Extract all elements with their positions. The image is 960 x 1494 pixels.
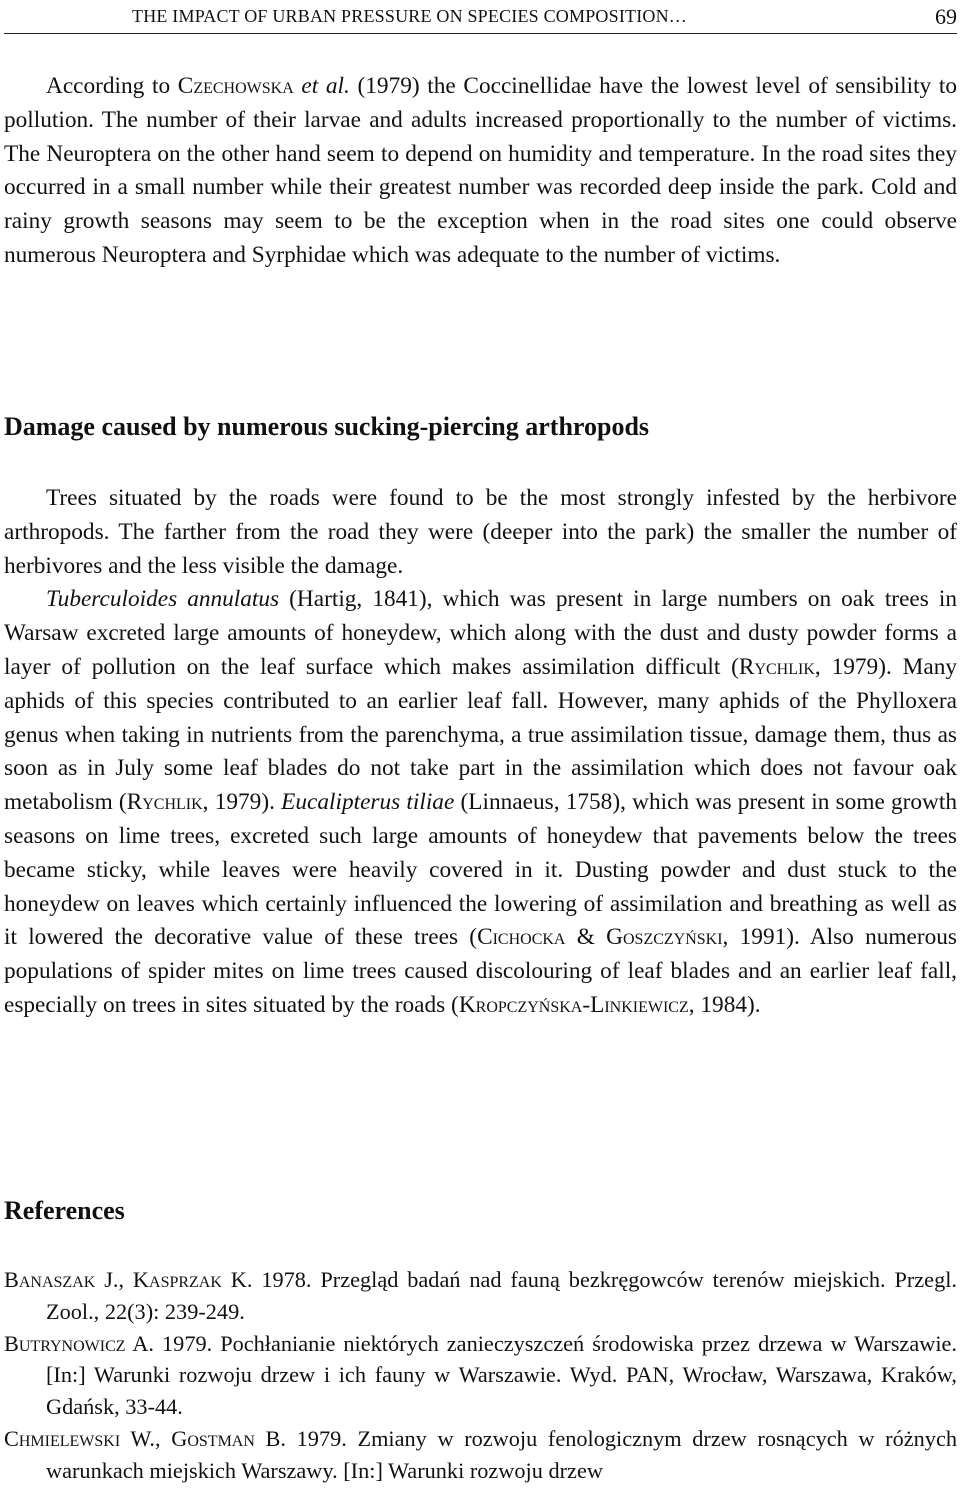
reference-author: Banaszak (4, 1267, 96, 1292)
text-run: 1984). (694, 991, 761, 1018)
author-citation: Rychlik, (126, 789, 209, 816)
species-name: Tuberculoides annulatus (46, 586, 280, 613)
reference-entry (4, 1423, 957, 1487)
text-run: & (565, 924, 607, 951)
author-citation: Czechowska (177, 73, 294, 99)
text-run: W., (120, 1425, 172, 1451)
paragraph-aphids (4, 583, 957, 1022)
reference-details: K. 1978. Przegląd badań nad fauną bezkręgowców terenów miejskich. Przegl. Zool., 22(3): 239-249. (46, 1267, 957, 1324)
reference-author: Kasprzak (132, 1267, 222, 1292)
species-name: Eucalipterus tiliae (281, 789, 455, 816)
paragraph-damage (4, 482, 957, 1023)
text-run: 1979). (208, 789, 282, 816)
text-run: (Linnaeus, 1758), which was present in some growth seasons on lime trees, excreted such large amounts of honeydew that pavements below the trees became sticky, while leaves were heavily covered in it. Dusting powder and dust stuck to the honeydew on leaves which certainly influenced the lowering of assimilation and breathing as well as it lowered the decorative value of these trees ( (4, 789, 958, 951)
reference-author: Gostman (171, 1425, 255, 1451)
header-rule (4, 33, 957, 34)
author-citation: Cichocka (477, 924, 566, 951)
reference-details: A. 1979. Pochłanianie niektórych zanieczyszczeń środowiska przez drzewa w Warszawie. [In:] Warunki rozwoju drzew i ich fauny w Warszawie. Wyd. PAN, Wrocław, Warszawa, Kraków, Gdańsk, 33-44. (46, 1330, 957, 1420)
references-heading: References (4, 1196, 125, 1225)
text-run: 1979). Many aphids of this species contributed to an earlier leaf fall. However, many aphids of the Phylloxera genus when taking in nutrients from the parenchyma, a true assimilation tissue, damage them, thus as soon as in July some leaf blades do not take part in the assimilation which does not favour oak metabolism ( (4, 653, 957, 816)
references-list (4, 1264, 957, 1487)
page-number: 69 (935, 4, 957, 29)
running-title: THE IMPACT OF URBAN PRESSURE ON SPECIES COMPOSITION… (132, 6, 688, 26)
reference-entry (4, 1328, 957, 1423)
text-run: (Hartig, 1841), which was present in large numbers on oak trees in Warsaw excreted large amounts of honeydew, which along with the dust and dusty powder forms a layer of pollution on the leaf surface which makes assimilation difficult ( (4, 586, 957, 680)
reference-details: B. 1979. Zmiany w rozwoju fenologicznym drzew rosnących w różnych warunkach miejskich Warszawy. [In:] Warunki rozwoju drzew (46, 1425, 957, 1483)
author-citation: Rychlik, (738, 653, 821, 680)
reference-author: Butrynowicz (4, 1330, 126, 1356)
running-header (132, 4, 957, 30)
text-run: J., (95, 1267, 133, 1292)
section-heading: Damage caused by numerous sucking-piercing arthropods (4, 412, 650, 441)
paragraph-trees: Trees situated by the roads were found to be the most strongly infested by the herbivore arthropods. The farther from the road they were (deeper into the park) the smaller the number of herbivores and the less visible the damage. (4, 485, 957, 579)
text-run: According to (46, 73, 178, 99)
text-run: 1991). Also numerous populations of spider mites on lime trees caused discolouring of leaf blades and an earlier leaf fall, especially on trees in sites situated by the roads ( (4, 924, 957, 1018)
reference-author: Chmielewski (4, 1425, 121, 1451)
paragraph-coccinellidae (4, 70, 957, 273)
author-citation: Kropczyńska-Linkiewicz, (458, 991, 695, 1018)
reference-entry (4, 1264, 957, 1328)
author-citation: Goszczyński, (606, 924, 729, 951)
text-run: (1979) the Coccinellidae have the lowest level of sensibility to pollution. The number of their larvae and adults increased proportionally to the number of victims. The Neuroptera on the other hand seem to depend on humidity and temperature. In the road sites they occurred in a small number while their greatest number was recorded deep inside the park. Cold and rainy growth seasons may seem to be the exception when in the road sites one could observe numerous Neuroptera and Syrphidae which was adequate to the number of victims. (4, 73, 957, 268)
et-al: et al. (293, 73, 350, 99)
